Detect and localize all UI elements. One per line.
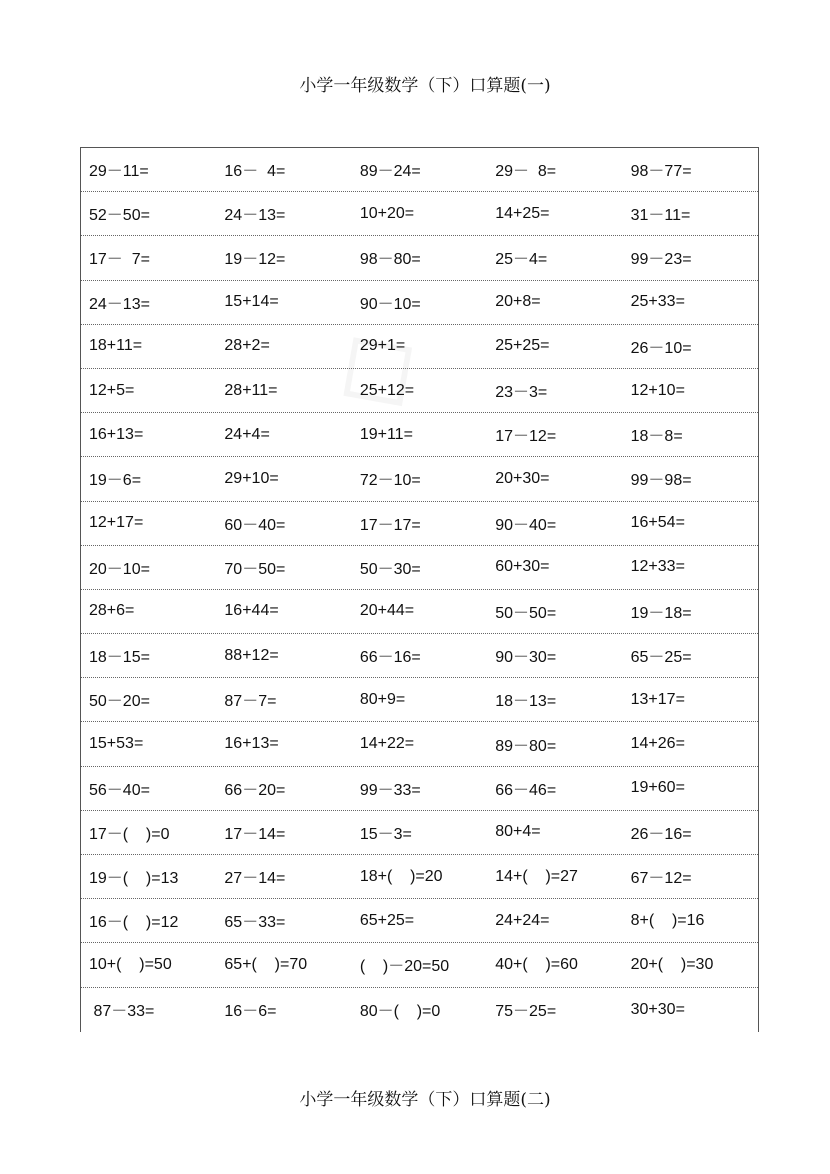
table-row [81,988,758,1032]
problem-cell: 27－14= [224,870,286,888]
table-row [81,943,758,987]
problem-cell: 20+30= [495,469,550,487]
problem-cell: 28+11= [224,381,278,399]
problem-cell: 99－23= [630,251,692,269]
problem-cell: 98－80= [359,251,421,269]
problem-cell: 18－13= [495,693,557,711]
problem-cell: 15+14= [224,293,279,311]
table-row [81,192,758,236]
problem-cell: 20+44= [359,602,415,620]
problem-cell: 16+13= [89,425,144,443]
problem-cell: 17－ 7= [89,251,150,269]
table-row [81,281,758,325]
problem-cell: 25+33= [630,293,685,311]
problem-cell: 16+54= [630,514,685,532]
problem-cell: 87－7= [224,693,277,711]
problem-cell: 20+( )=30 [630,955,714,973]
table-row [81,855,758,899]
problem-cell: 99－98= [630,472,692,490]
problem-cell: 65+( )=70 [224,955,308,973]
problem-cell: 17－17= [359,516,421,534]
problem-cell: 65－25= [630,649,692,667]
table-row [81,634,758,678]
problem-cell: 70－50= [224,560,286,578]
problem-cell: 14+( )=27 [495,867,578,885]
problem-cell: 89－24= [359,163,421,181]
arithmetic-table [80,147,759,1032]
table-row [81,325,758,369]
problem-cell: 29－11= [89,163,149,181]
problem-cell: 28+2= [224,337,270,355]
problem-cell: 24+4= [224,425,270,443]
problem-cell: 17－( )=0 [89,825,170,843]
problem-cell: 89－80= [495,737,557,755]
problem-cell: 16－ 4= [224,163,286,181]
problem-cell: 14+25= [495,204,550,222]
problem-cell: 14+26= [630,735,685,753]
table-row [81,148,758,192]
problem-cell: 40+( )=60 [495,955,578,973]
problem-cell: 65－33= [224,914,286,932]
worksheet-title-2: 小学一年级数学（下）口算题(二) [299,1090,551,1110]
problem-cell: 50－20= [89,693,150,711]
problem-cell: 26－16= [630,825,692,843]
problem-cell: 18+11= [89,337,143,355]
table-row [81,457,758,501]
problem-cell: 15－3= [359,825,412,843]
problem-cell: 25+25= [495,337,550,355]
problem-cell: 80－( )=0 [359,1003,441,1021]
problem-cell: 18+( )=20 [359,867,443,885]
problem-cell: 50－30= [359,560,421,578]
problem-cell: ( )－20=50 [359,958,450,976]
problem-cell: 29+1= [359,337,406,355]
problem-cell: 16+44= [224,602,279,620]
problem-cell: 19－12= [224,251,286,269]
table-row [81,722,758,766]
problem-cell: 90－30= [495,649,557,667]
problem-cell: 72－10= [359,472,421,490]
problem-cell: 60－40= [224,516,286,534]
problem-cell: 30+30= [630,1000,685,1018]
problem-cell: 16－6= [224,1003,277,1021]
problem-cell: 12+17= [89,514,144,532]
table-row [81,236,758,280]
problem-cell: 19+11= [359,425,413,443]
problem-cell: 10+( )=50 [89,955,172,973]
problem-cell: 50－50= [495,604,557,622]
problem-cell: 17－14= [224,825,286,843]
table-row [81,767,758,811]
problem-cell: 28+6= [89,602,135,620]
table-row [81,502,758,546]
problem-cell: 20+8= [495,293,541,311]
problem-cell: 16－( )=12 [89,914,179,932]
problem-cell: 8+( )=16 [630,911,705,929]
problem-cell: 29－ 8= [495,163,557,181]
problem-cell: 19－18= [630,604,692,622]
problem-cell: 25－4= [495,251,548,269]
worksheet-title-1: 小学一年级数学（下）口算题(一) [299,76,551,96]
problem-cell: 24－13= [89,295,150,313]
table-row [81,369,758,413]
problem-cell: 19－( )=13 [89,870,179,888]
problem-cell: 24+24= [495,911,550,929]
problem-cell: 12+33= [630,558,685,576]
problem-cell: 20－10= [89,560,150,578]
table-row [81,546,758,590]
problem-cell: 52－50= [89,207,150,225]
problem-cell: 12+5= [89,381,135,399]
problem-cell: 90－40= [495,516,557,534]
problem-cell: 29+10= [224,469,279,487]
problem-cell: 25+12= [359,381,415,399]
problem-cell: 26－10= [630,339,692,357]
table-row [81,413,758,457]
problem-cell: 99－33= [359,781,421,799]
problem-cell: 12+10= [630,381,685,399]
problem-cell: 15+53= [89,735,144,753]
problem-cell: 19－6= [89,472,142,490]
table-row [81,811,758,855]
table-row [81,590,758,634]
problem-cell: 23－3= [495,384,548,402]
problem-cell: 17－12= [495,428,557,446]
problem-cell: 66－16= [359,649,421,667]
problem-cell: 24－13= [224,207,286,225]
problem-cell: 14+22= [359,735,415,753]
problem-cell: 18－8= [630,428,683,446]
problem-cell: 90－10= [359,295,421,313]
problem-cell: 16+13= [224,735,279,753]
problem-cell: 75－25= [495,1003,557,1021]
problem-cell: 67－12= [630,870,692,888]
problem-cell: 13+17= [630,690,685,708]
problem-cell: 66－20= [224,781,286,799]
problem-cell: 98－77= [630,163,692,181]
problem-cell: 88+12= [224,646,279,664]
problem-cell: 31－11= [630,207,691,225]
table-row [81,678,758,722]
table-row [81,899,758,943]
problem-cell: 10+20= [359,204,415,222]
problem-cell: 18－15= [89,649,150,667]
problem-cell: 80+9= [359,690,406,708]
problem-cell: 56－40= [89,781,150,799]
problem-cell: 80+4= [495,823,541,841]
problem-cell: 66－46= [495,781,557,799]
problem-cell: 19+60= [630,779,685,797]
problem-cell: 87－33= [89,1003,155,1021]
problem-cell: 65+25= [359,911,415,929]
problem-cell: 60+30= [495,558,550,576]
